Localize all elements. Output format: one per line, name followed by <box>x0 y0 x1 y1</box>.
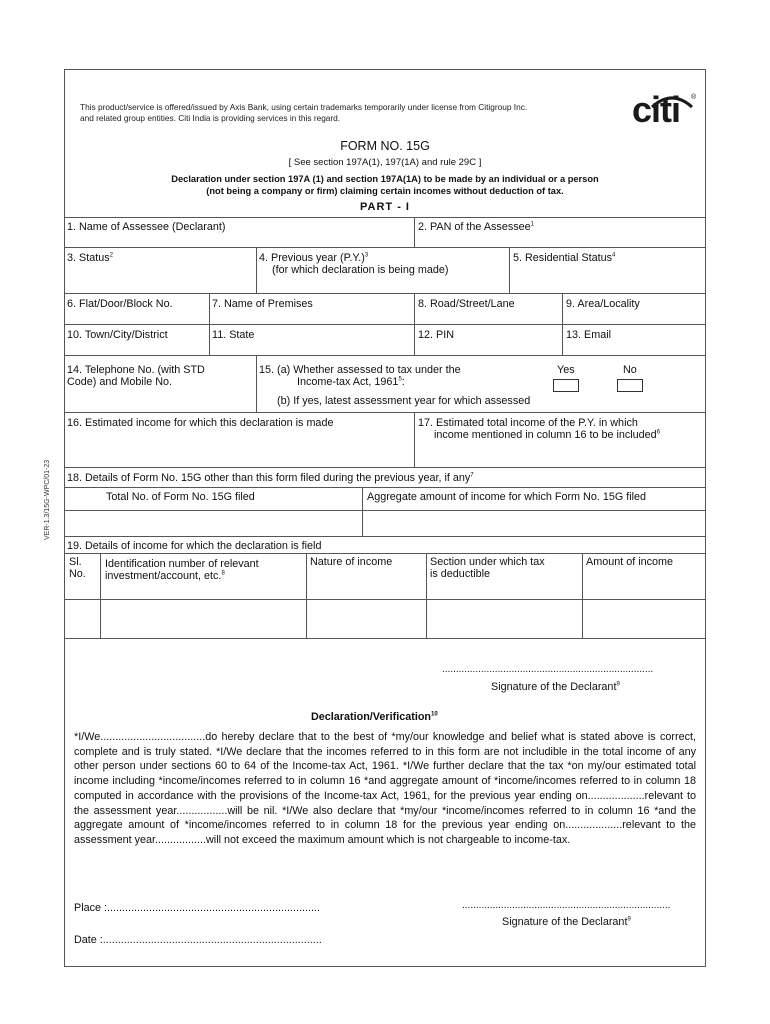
citi-logo-arc-icon <box>650 93 697 109</box>
declaration-line-2: (not being a company or firm) claiming certain incomes without deduction of tax. <box>206 186 564 196</box>
row-line <box>64 412 706 413</box>
field-18-aggregate-input[interactable] <box>363 511 705 535</box>
col-section <box>430 556 545 580</box>
verification-title-text: Declaration/Verification <box>311 711 432 723</box>
field-15b-assessment-year[interactable]: (b) If yes, latest assessment year for which assessed <box>277 395 531 407</box>
declaration-line-1: Declaration under section 197A (1) and section 197A(1A) to be made by an individual or a person <box>171 174 599 184</box>
col-id-line-2-text: investment/account, etc. <box>105 570 222 582</box>
field-2-label: 2. PAN of the Assessee <box>418 221 531 233</box>
row-line <box>64 487 706 488</box>
section-reference: [ See section 197A(1), 197(1A) and rule 29C ] <box>288 157 482 168</box>
field-17-line-2 <box>418 429 660 441</box>
footnote-ref: 3 <box>364 252 369 259</box>
no-checkbox[interactable] <box>617 379 643 392</box>
field-14-line-2: Code) and Mobile No. <box>67 376 173 388</box>
col-identification-number <box>105 558 259 582</box>
field-1-name-of-assessee[interactable]: 1. Name of Assessee (Declarant) <box>67 221 226 233</box>
no-label: No <box>623 364 637 376</box>
date-field[interactable]: Date :......................................................................... <box>74 934 322 946</box>
footnote-ref: 9 <box>627 916 631 923</box>
place-field[interactable]: Place :....................................................................... <box>74 902 320 914</box>
part-heading: PART - I <box>360 201 410 213</box>
field-17-line-2-text: income mentioned in column 16 to be included <box>434 429 657 441</box>
col-line <box>414 217 415 247</box>
field-3-label: 3. Status <box>67 252 110 264</box>
footnote-ref: 5 <box>398 376 402 383</box>
col-sl-line-2: No. <box>69 568 86 580</box>
bank-disclaimer <box>80 102 620 124</box>
field-18-col-total-forms: Total No. of Form No. 15G filed <box>106 491 255 503</box>
col-sl-no <box>69 556 86 580</box>
field-14-telephone[interactable] <box>67 364 205 388</box>
registered-mark: ® <box>691 94 697 101</box>
yes-checkbox[interactable] <box>553 379 579 392</box>
field-18-total-input[interactable] <box>65 511 361 535</box>
disclaimer-line-1: This product/service is offered/issued by Axis Bank, using certain trademarks temporarily under license from Citigroup Inc. <box>80 102 528 112</box>
footnote-ref: 1 <box>530 221 534 228</box>
field-4-label: 4. Previous year (P.Y.) <box>259 252 365 264</box>
col-line <box>509 247 510 293</box>
field-15a-label: 15. (a) Whether assessed to tax under the <box>259 364 461 376</box>
row-line <box>64 553 706 554</box>
signature-label-2 <box>502 916 631 928</box>
row-line <box>64 355 706 356</box>
citi-logo-text: citi <box>632 89 681 130</box>
field-15a-act-text: Income-tax Act, 1961 <box>297 376 399 388</box>
field-14-line-1: 14. Telephone No. (with STD <box>67 364 205 376</box>
signature-line-2[interactable]: ........................................................................... <box>462 900 671 911</box>
col-line <box>256 247 257 293</box>
footnote-ref: 6 <box>656 429 661 436</box>
field-13-email[interactable]: 13. Email <box>566 329 612 341</box>
field-16-estimated-income[interactable]: 16. Estimated income for which this declaration is made <box>67 417 334 429</box>
col-section-line-1: Section under which tax <box>430 556 545 568</box>
footnote-ref: 8 <box>221 570 225 577</box>
field-15a-act <box>297 376 405 388</box>
signature-label <box>491 681 620 693</box>
field-11-state[interactable]: 11. State <box>212 329 255 341</box>
col-id-line-2 <box>105 570 259 582</box>
form-title: FORM NO. 15G <box>340 139 430 153</box>
footnote-ref: 9 <box>616 681 620 688</box>
col-sl-line-1: Sl. <box>69 556 82 568</box>
field-19-income-details: 19. Details of income for which the declaration is field <box>67 540 322 552</box>
col-line <box>414 293 415 355</box>
field-3-status[interactable] <box>67 252 113 264</box>
field-17-total-income[interactable] <box>418 417 660 441</box>
field-6-flat-door[interactable]: 6. Flat/Door/Block No. <box>67 298 173 310</box>
field-17-line-1: 17. Estimated total income of the P.Y. in which <box>418 417 638 429</box>
col-line <box>209 293 210 355</box>
footnote-ref: 2 <box>109 252 113 259</box>
yes-label: Yes <box>557 364 575 376</box>
field-9-area-locality[interactable]: 9. Area/Locality <box>566 298 640 310</box>
footnote-ref: 4 <box>612 252 616 259</box>
row-line <box>64 324 706 325</box>
signature-label-text: Signature of the Declarant <box>491 681 617 693</box>
col-line <box>414 412 415 467</box>
row-line <box>64 467 706 468</box>
field-18-label: 18. Details of Form No. 15G other than this form filed during the previous year, if any <box>67 472 471 484</box>
footnote-ref: 7 <box>470 472 474 479</box>
row-line <box>64 247 706 248</box>
col-id-line-1: Identification number of relevant <box>105 558 259 570</box>
declaration-heading <box>64 173 706 197</box>
row-line <box>64 536 706 537</box>
col-line <box>562 293 563 355</box>
row-line <box>64 638 706 639</box>
income-details-row[interactable] <box>65 600 705 637</box>
field-12-pin[interactable]: 12. PIN <box>418 329 455 341</box>
field-2-pan[interactable] <box>418 221 534 233</box>
field-4-subtitle: (for which declaration is being made) <box>272 264 449 276</box>
field-10-town-city[interactable]: 10. Town/City/District <box>67 329 168 341</box>
disclaimer-line-2: and related group entities. Citi India is providing services in this regard. <box>80 113 341 123</box>
signature-label-2-text: Signature of the Declarant <box>502 916 628 928</box>
col-line <box>256 355 257 412</box>
field-7-premises[interactable]: 7. Name of Premises <box>212 298 313 310</box>
row-line <box>64 293 706 294</box>
field-18-col-aggregate: Aggregate amount of income for which Form No. 15G filed <box>367 491 647 503</box>
col-section-line-2: is deductible <box>430 568 491 580</box>
field-5-label: 5. Residential Status <box>513 252 613 264</box>
field-4-previous-year[interactable] <box>259 252 368 264</box>
row-line <box>64 217 706 218</box>
field-18-other-forms <box>67 472 474 484</box>
field-8-road-street[interactable]: 8. Road/Street/Lane <box>418 298 515 310</box>
col-amount-of-income: Amount of income <box>586 556 674 568</box>
signature-line[interactable]: ............................................................................ <box>442 664 654 675</box>
field-5-residential-status[interactable] <box>513 252 615 264</box>
col-nature-of-income: Nature of income <box>310 556 393 568</box>
colon: : <box>401 376 405 388</box>
side-form-code: VER-1.3/15G-WPC/01-23 <box>44 459 51 540</box>
footnote-ref: 10 <box>431 711 438 718</box>
verification-title <box>311 711 438 723</box>
verification-text: *I/We...................................do hereby declare that to the best of *my/our knowledge and belief what is stated above is correct, complete and is truly stated. *I/We declare that the incomes referred to in this form are not includible in the total income of any other person under sections 60 to 64 of the Income-tax Act, 1961. *I/We further declare that the tax *on my/our estimated total income including *income/incomes referred to in column 16 *and aggregate amount of *income/incomes referred to in column 18 computed in accordance with the provisions of the Income-tax Act, 1961, for the previous year ending on...................relevant to the assessment year.................will be nil. *I/We also declare that *my/our *income/incomes referred to in column 16 *and the aggregate amount of *income/incomes referred to in column 18 for the previous year ending on...................relevant to the assessment year.................will not exceed the maximum amount which is not chargeable to income-tax. <box>74 731 696 846</box>
